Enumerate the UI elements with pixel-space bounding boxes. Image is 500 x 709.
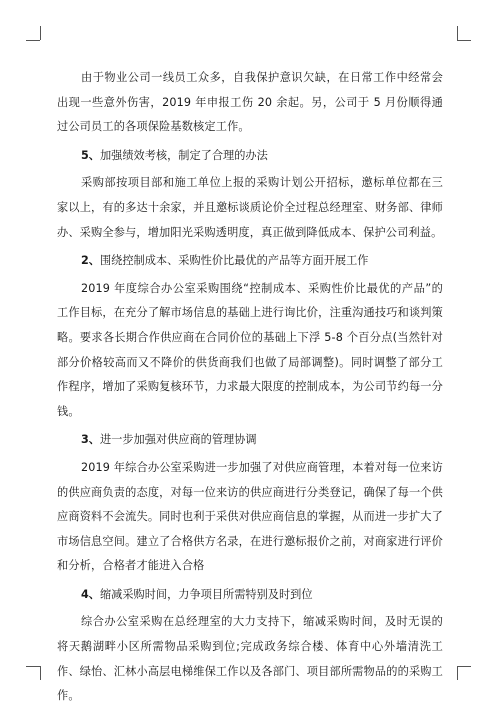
section-heading-procurement-time	[57, 583, 443, 608]
crop-mark-top-right	[457, 40, 471, 41]
crop-mark-bottom-right	[457, 666, 458, 680]
section-title: 围绕控制成本、采购性价比最优的产品等方面开展工作	[99, 254, 369, 268]
section-heading-performance	[57, 144, 443, 169]
paragraph-procurement-bidding: 采购部按项目部和施工单位上报的采购计划公开招标，邀标单位都在三家以上，有的多达十余家，并且邀标谈质论价全过程总经理室、财务部、律师办、采购全参与，增加阳光采购透明度，真正做到降低成本、保护公司利益。	[57, 176, 443, 239]
section-title: 缩减采购时间，力争项目所需特别及时到位	[99, 587, 313, 601]
crop-mark-bottom-left	[40, 666, 41, 680]
crop-mark-bottom-right	[457, 666, 471, 667]
document-body	[57, 66, 443, 709]
section-heading-supplier-management	[57, 428, 443, 453]
section-number: 4、	[81, 587, 100, 601]
crop-mark-top-left	[26, 40, 40, 41]
crop-mark-top-left	[40, 26, 41, 40]
section-number: 3、	[81, 433, 100, 447]
section-heading-cost-control	[57, 249, 443, 274]
crop-mark-bottom-left	[26, 666, 40, 667]
paragraph-injury-report: 由于物业公司一线员工众多，自我保护意识欠缺，在日常工作中经常会出现一些意外伤害，2019 年申报工伤 20 余起。另，公司于 5 月份顺得通过公司员工的各项保险基数核定工作。	[57, 71, 443, 134]
section-title: 进一步加强对供应商的管理协调	[99, 433, 257, 447]
section-number: 5、	[81, 148, 100, 162]
paragraph-cost-control: 2019 年度综合办公室采购围绕“控制成本、采购性价比最优的产品”的工作目标，在充分了解市场信息的基础上进行询比价，注重沟通技巧和谈判策略。要求各长期合作供应商在合同价位的基础上下浮 5-8 个百分点(当然针对部分价格较高而又不降价的供货商我们也做了局部调整)。同时调整了部分工作程序，增加了采购复核环节，力求最大限度的控制成本，为公司节约每一分钱。	[57, 281, 443, 418]
section-title: 加强绩效考核，制定了合理的办法	[99, 148, 268, 162]
crop-mark-top-right	[457, 26, 458, 40]
section-number: 2、	[81, 254, 100, 268]
paragraph-procurement-time: 综合办公室采购在总经理室的大力支持下，缩减采购时间，及时无误的将天鹅湖畔小区所需物品采购到位;完成政务综合楼、体育中心外墙清洗工作、绿怡、汇林小高层电梯维保工作以及各部门、项目部所需物品的的采购工作。	[57, 615, 443, 703]
paragraph-supplier-management: 2019 年综合办公室采购进一步加强了对供应商管理，本着对每一位来访的供应商负责的态度，对每一位来访的供应商进行分类登记，确保了每一个供应商资料不会流失。同时也利于采供对供应商信息的掌握，从而进一步扩大了市场信息空间。建立了合格供方名录，在进行邀标报价之前，对商家进行评价和分析，合格者才能进入合格	[57, 460, 443, 573]
